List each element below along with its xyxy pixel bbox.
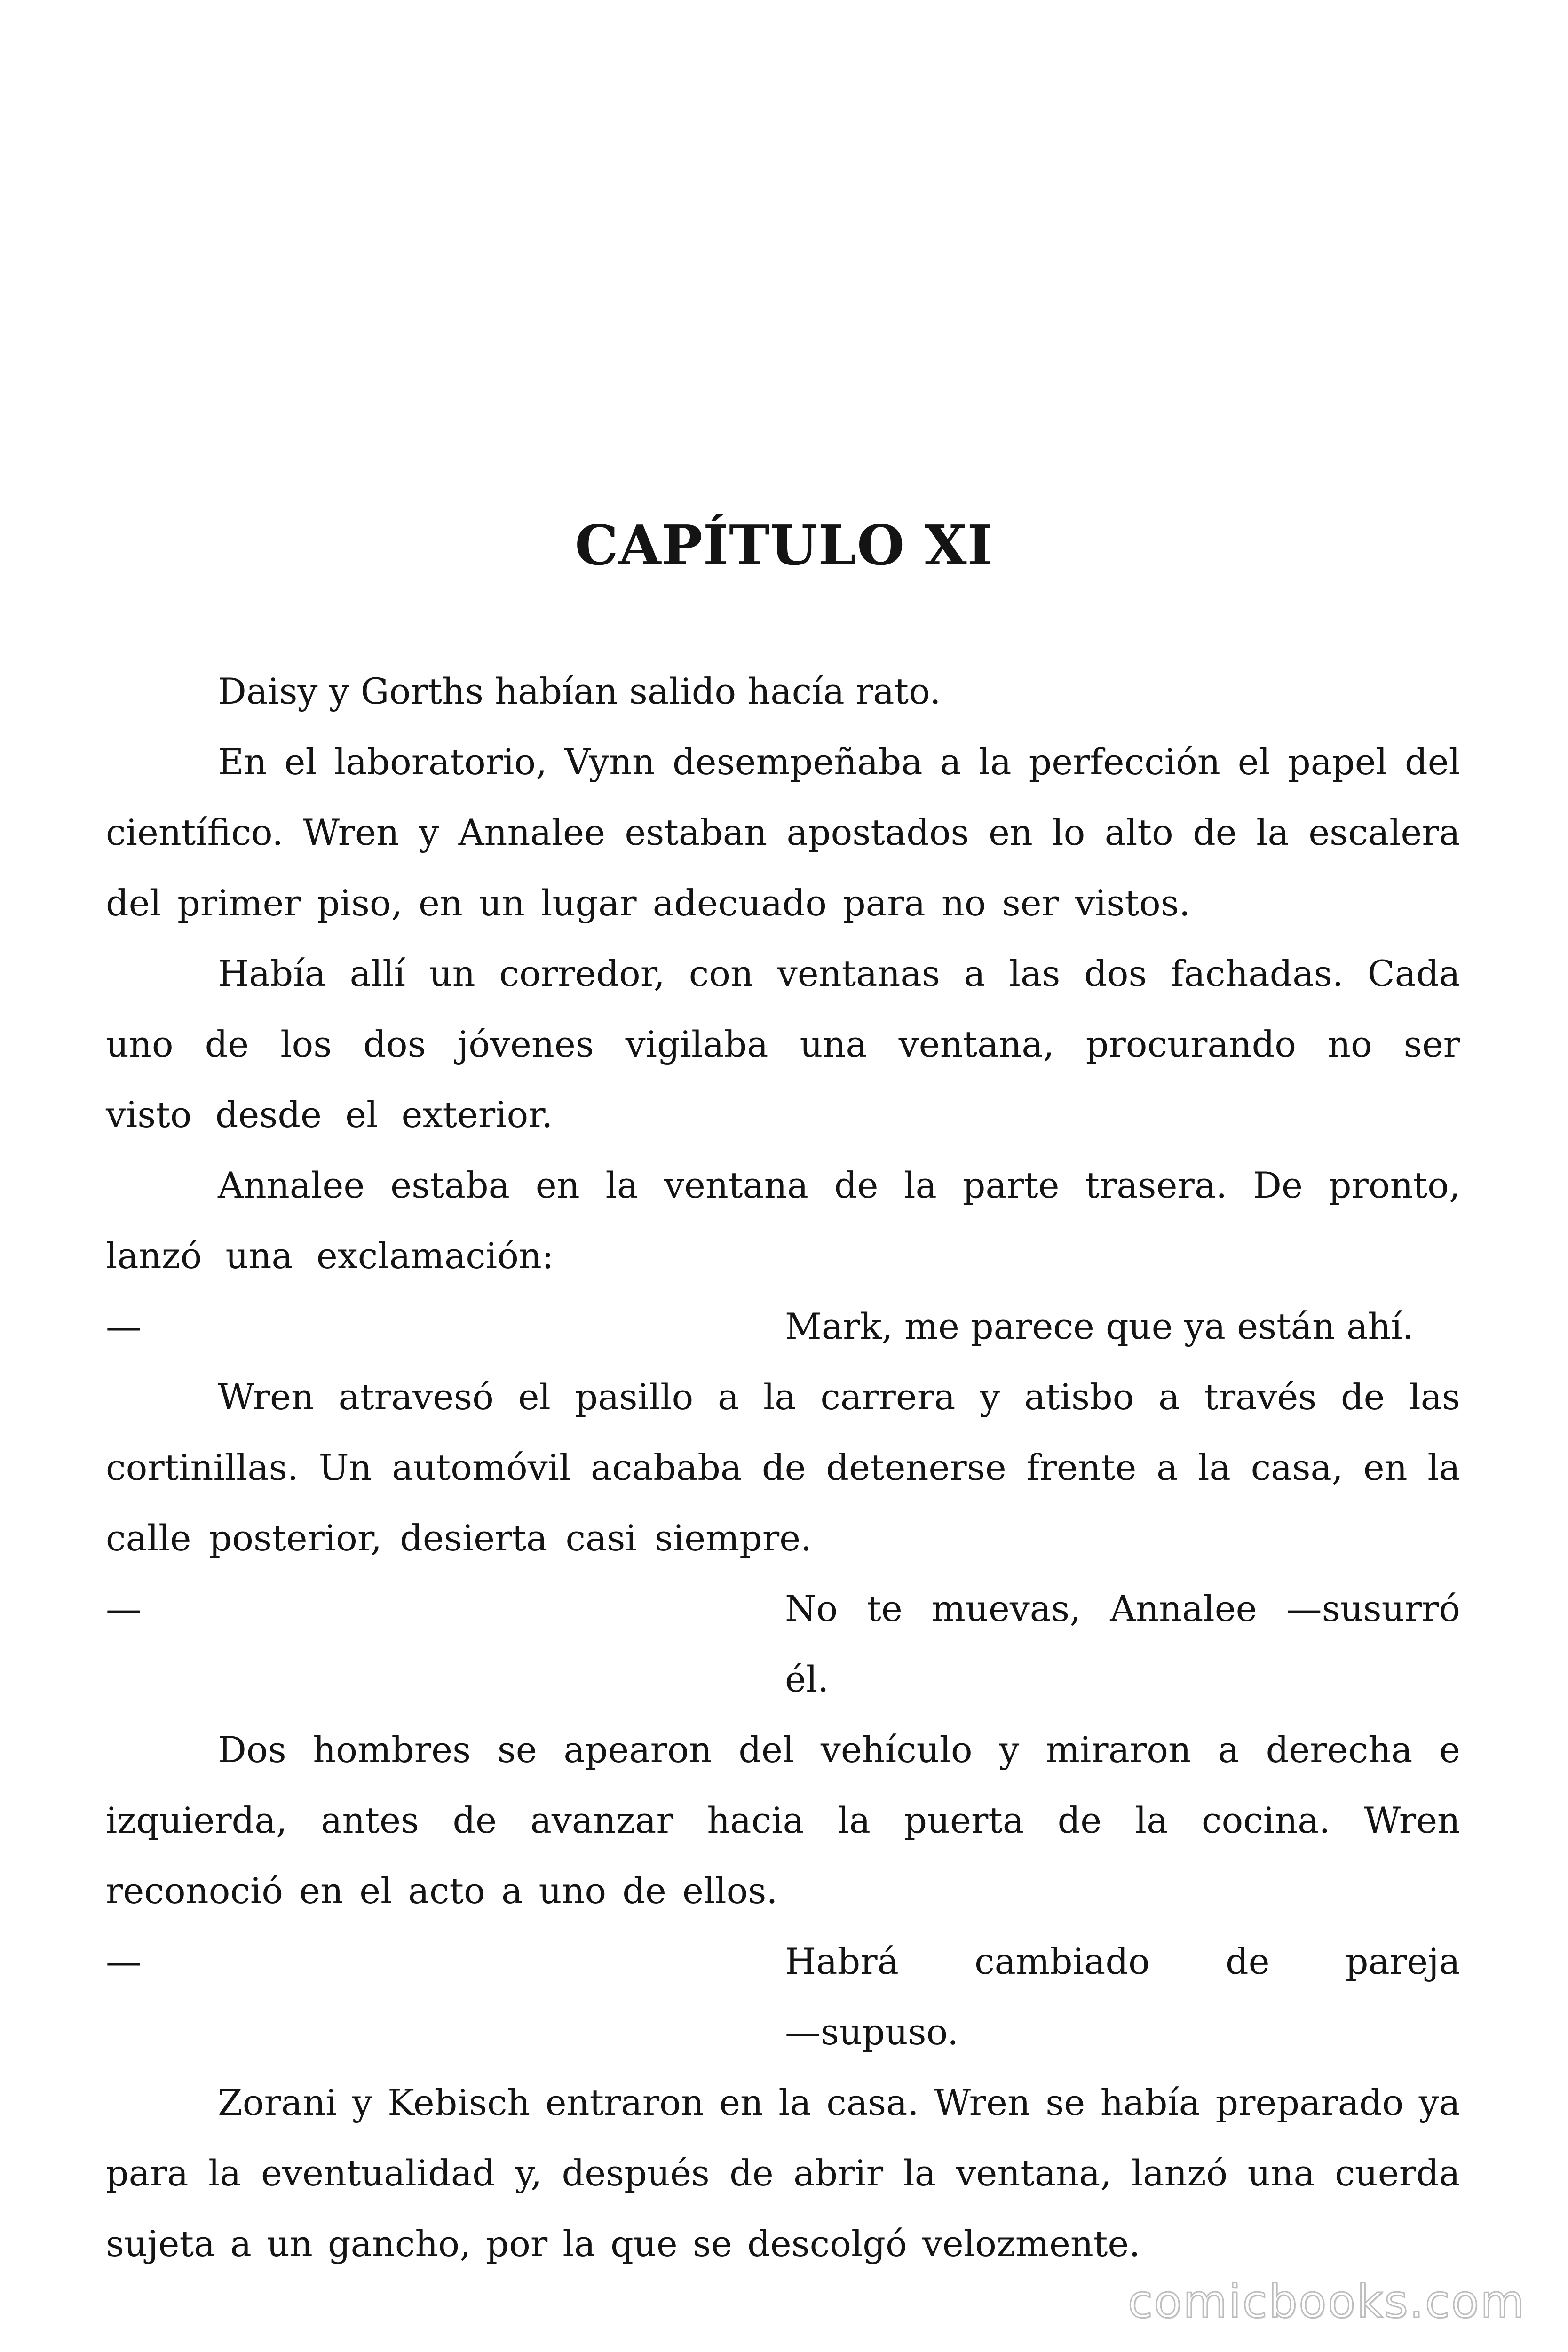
paragraph: Annalee estaba en la ventana de la parte trasera. De pronto, lanzó una exclamación: [106, 1164, 1460, 1277]
dialogue-dash: — [106, 1940, 142, 1982]
dialogue-line [106, 1291, 1460, 1362]
dialogue-text: No te muevas, Annalee —susurró él. [785, 1588, 1460, 1700]
dialogue-line [106, 1926, 1460, 2067]
paragraph: Wren atravesó el pasillo a la carrera y atisbo a través de las cortinillas. Un automóvil acababa de detenerse frente a la casa, en la calle posterior, desierta casi siempre. [106, 1376, 1460, 1559]
dialogue-text: Mark, me parece que ya están ahí. [785, 1305, 1414, 1347]
paragraph: Había allí un corredor, con ventanas a las dos fachadas. Cada uno de los dos jóvenes vigilaba una ventana, procurando no ser visto desde el exterior. [106, 953, 1460, 1136]
paragraph: Dos hombres se apearon del vehículo y miraron a derecha e izquierda, antes de avanzar hacia la puerta de la cocina. Wren reconoció en el acto a uno de ellos. [106, 1729, 1460, 1912]
dialogue-text: Habrá cambiado de pareja —supuso. [785, 1940, 1460, 2053]
dialogue-dash: — [106, 1588, 142, 1629]
paragraph: Zorani y Kebisch entraron en la casa. Wren se había preparado ya para la eventualidad y, después de abrir la ventana, lanzó una cuerda sujeta a un gancho, por la que se descolgó velozmente. [106, 2082, 1460, 2265]
chapter-body [106, 656, 1460, 2279]
watermark: comicbooks.com [1127, 2275, 1526, 2328]
dialogue-line [106, 1573, 1460, 1715]
paragraph: Daisy y Gorths habían salido hacía rato. [218, 670, 941, 712]
paragraph: En el laboratorio, Vynn desempeñaba a la perfección el papel del científico. Wren y Annalee estaban apostados en lo alto de la escalera del primer piso, en un lugar adecuado para no ser vistos. [106, 741, 1460, 924]
dialogue-dash: — [106, 1305, 142, 1347]
chapter-title: CAPÍTULO XI [575, 514, 993, 578]
